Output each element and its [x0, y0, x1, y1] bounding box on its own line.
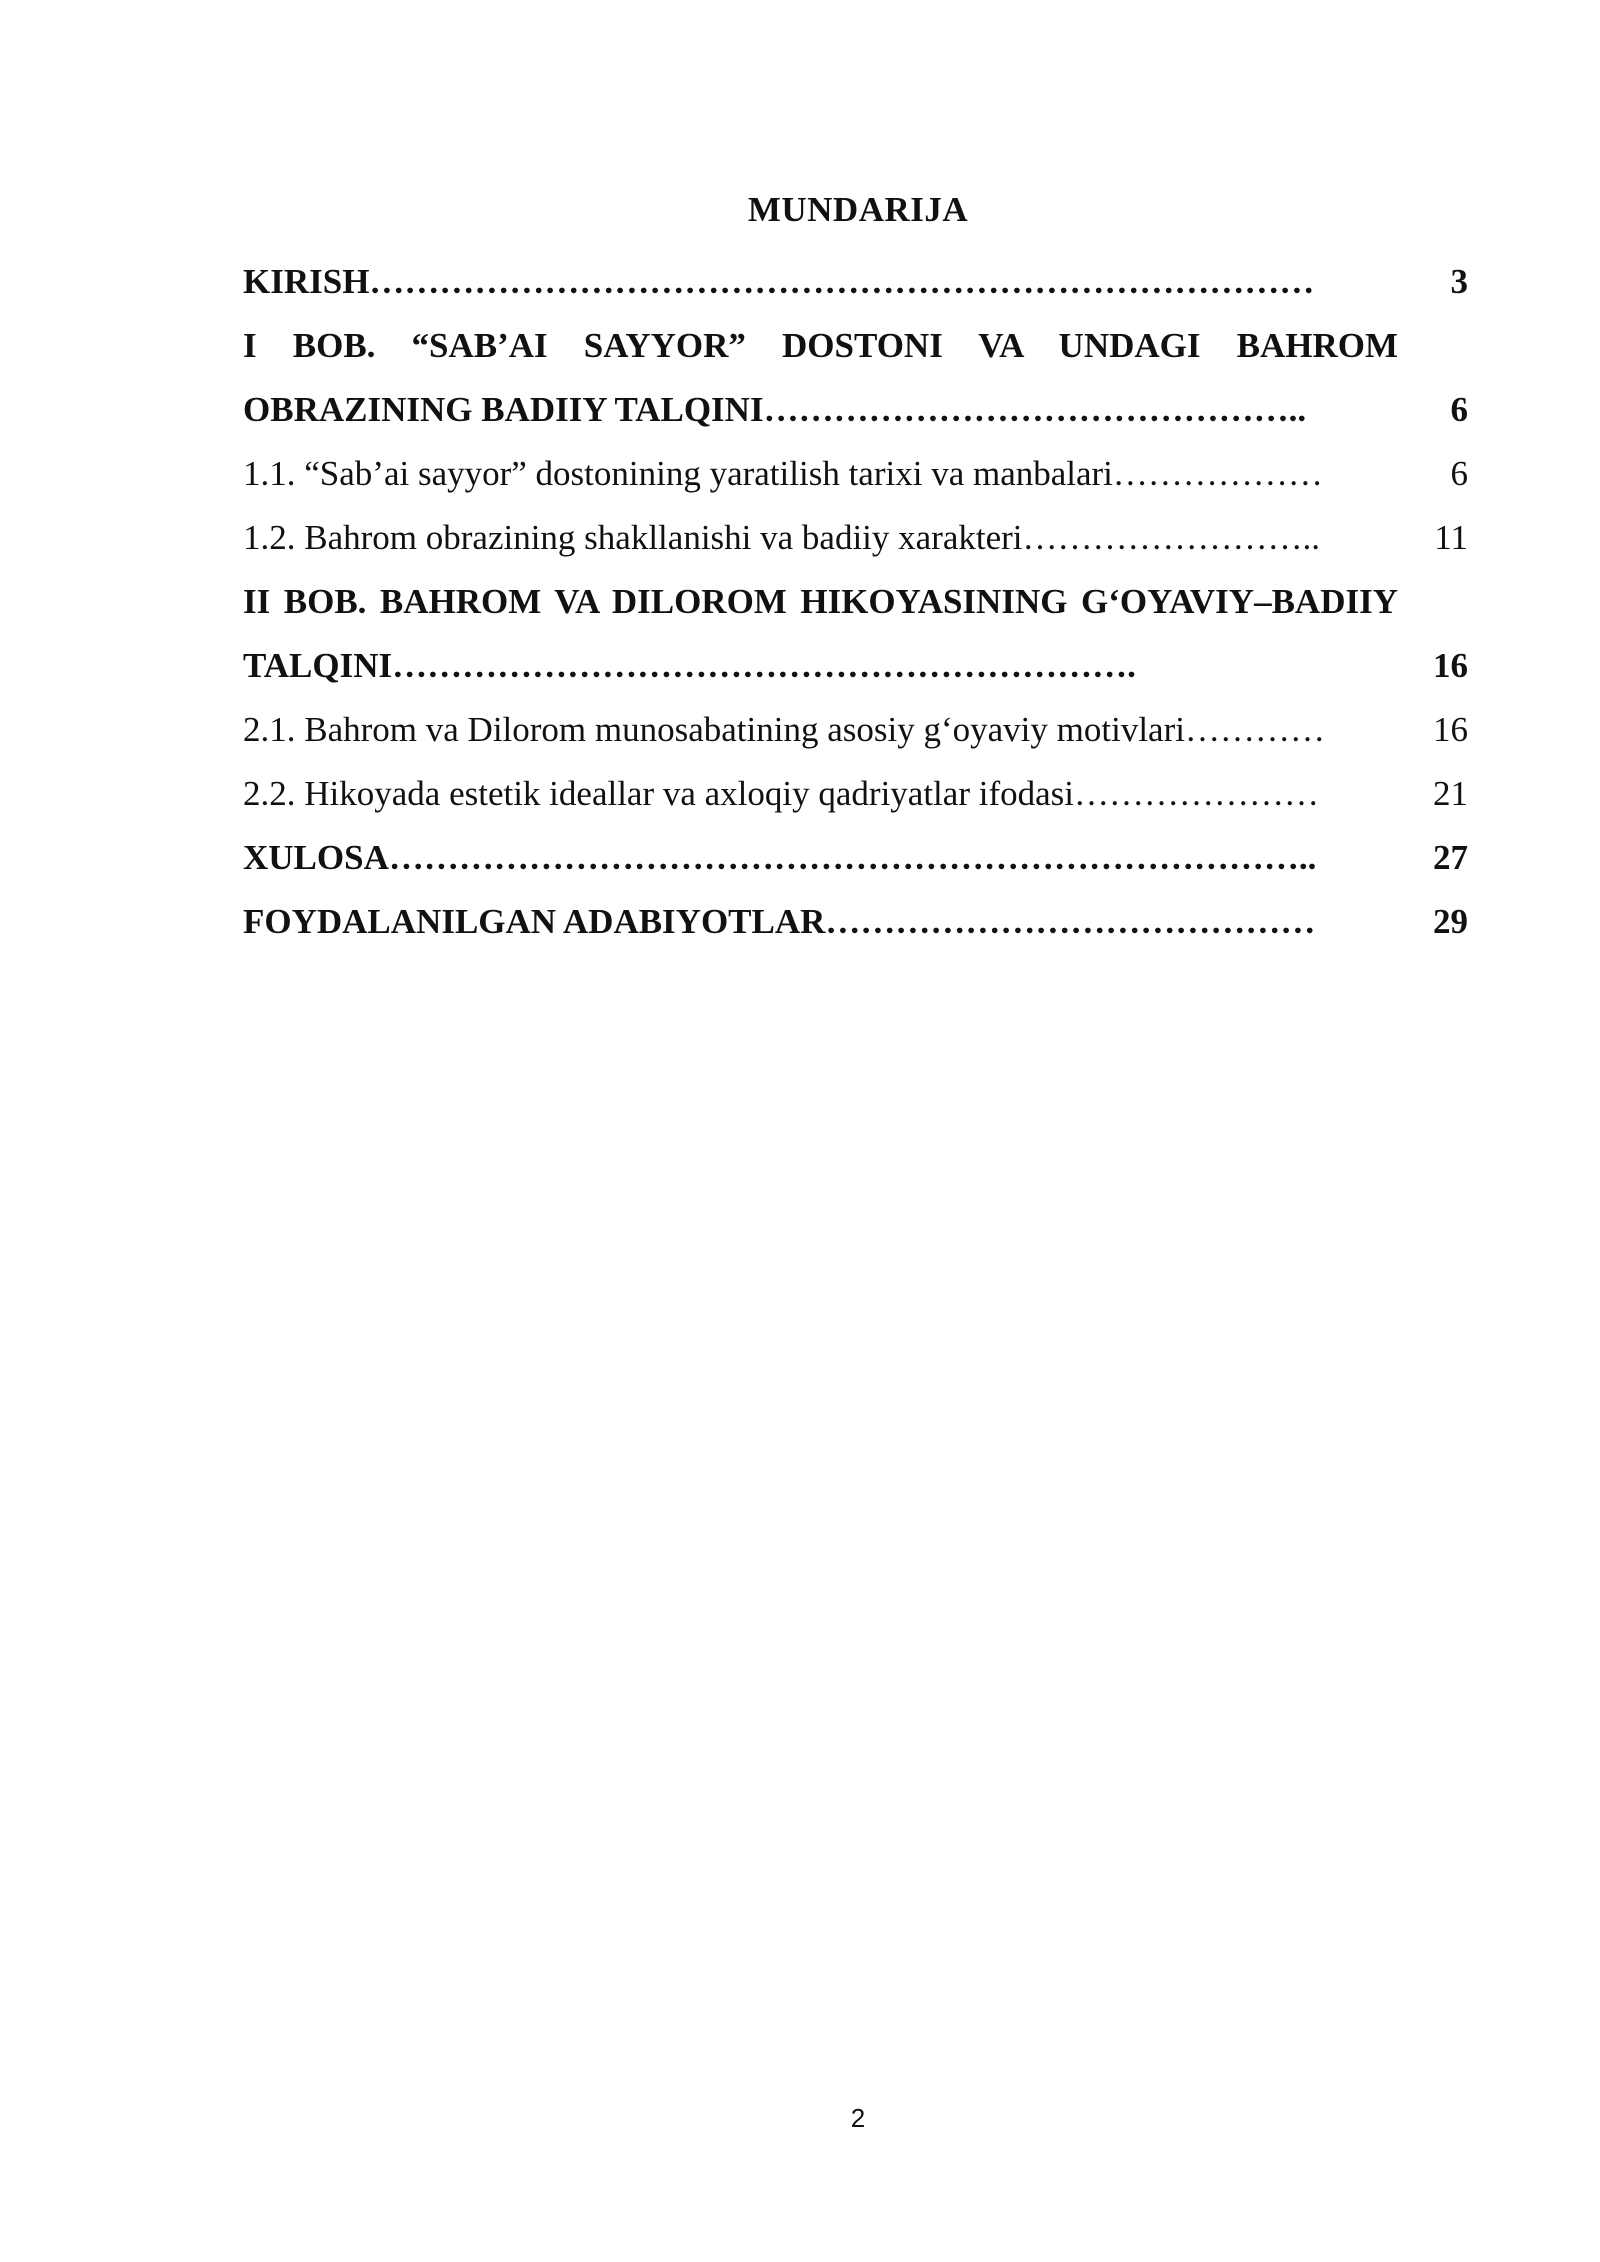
toc-entry-references: [243, 890, 1468, 954]
toc-entry-page: 16: [1433, 710, 1468, 749]
toc-entry-2-2: [243, 762, 1468, 826]
toc-entry-page: 3: [1450, 262, 1468, 301]
toc-entry-page: 29: [1433, 902, 1468, 941]
table-of-contents: [243, 250, 1468, 954]
page-number: 2: [850, 2103, 866, 2133]
toc-entry-page: 16: [1433, 646, 1468, 685]
toc-entry-text: II BOB. BAHROM VA DILOROM HIKOYASINING G‘OYAVIY–BADIIY TALQINI……………………………………………………….: [243, 582, 1398, 685]
toc-entry-1-2: [243, 506, 1468, 570]
toc-entry-text: 2.2. Hikoyada estetik ideallar va axloqiy qadriyatlar ifodasi…………………: [243, 774, 1319, 813]
toc-entry-chapter-1: [243, 314, 1468, 442]
toc-entry-text: FOYDALANILGAN ADABIYOTLAR……………………………………: [243, 902, 1316, 941]
toc-entry-text: XULOSA……………………………………………………………………..: [243, 838, 1317, 877]
toc-entry-text: 2.1. Bahrom va Dilorom munosabatining asosiy g‘oyaviy motivlari…………: [243, 710, 1325, 749]
toc-entry-page: 27: [1433, 838, 1468, 877]
toc-entry-page: 6: [1450, 454, 1468, 493]
toc-entry-xulosa: [243, 826, 1468, 890]
toc-entry-text: 1.2. Bahrom obrazining shakllanishi va badiiy xarakteri……………………..: [243, 518, 1321, 557]
toc-entry-page: 6: [1450, 390, 1468, 429]
toc-entry-chapter-2: [243, 570, 1468, 698]
toc-entry-page: 11: [1434, 518, 1468, 557]
toc-entry-text: KIRISH………………………………………………………………………: [243, 262, 1315, 301]
toc-entry-page: 21: [1433, 774, 1468, 813]
toc-entry-1-1: [243, 442, 1468, 506]
toc-entry-text: I BOB. “SAB’AI SAYYOR” DOSTONI VA UNDAGI BAHROM OBRAZINING BADIIY TALQINI………………………………………..: [243, 326, 1398, 429]
toc-entry-text: 1.1. “Sab’ai sayyor” dostonining yaratilish tarixi va manbalari………………: [243, 454, 1323, 493]
toc-heading: MUNDARIJA: [747, 190, 969, 229]
toc-entry-2-1: [243, 698, 1468, 762]
toc-entry-kirish: [243, 250, 1468, 314]
